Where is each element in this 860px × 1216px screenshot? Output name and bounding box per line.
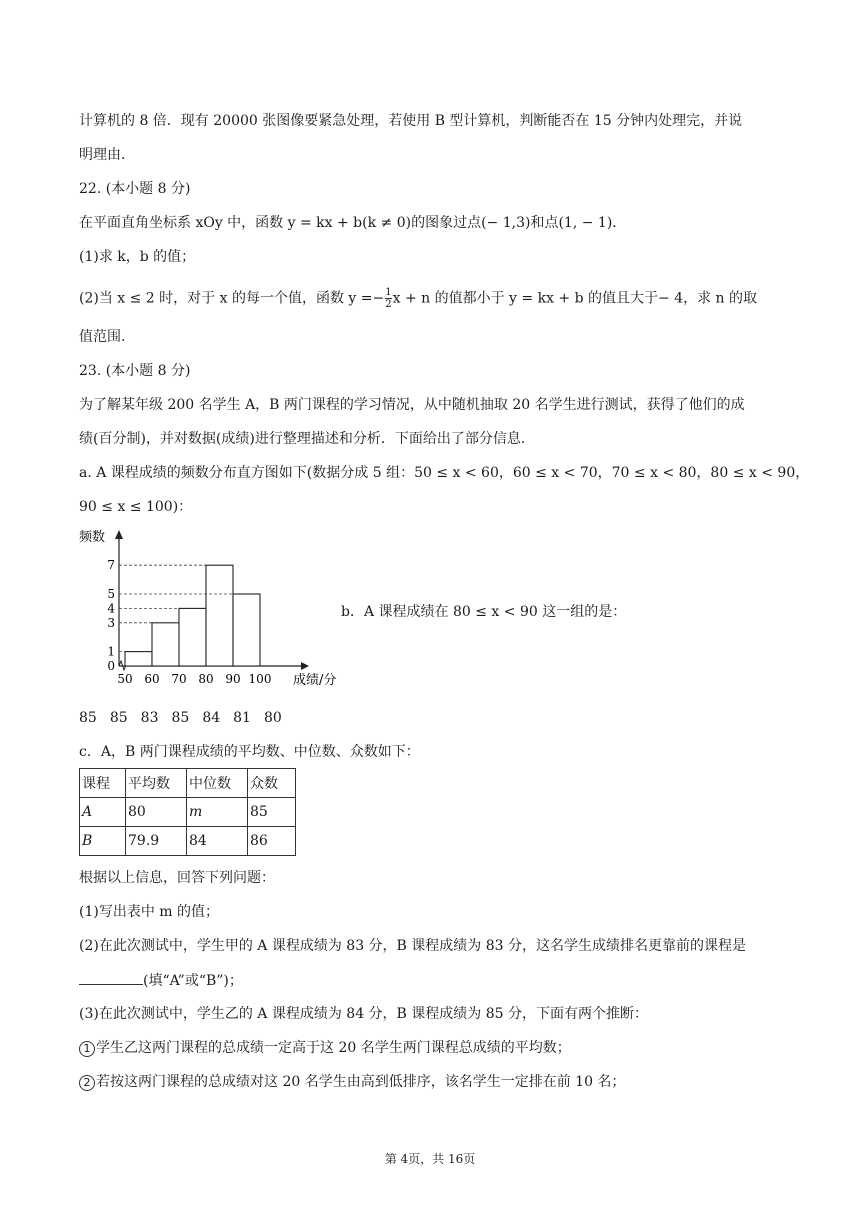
q23-info-b: b．A 课程成绩在 80 ≤ x < 90 这一组的是： (341, 604, 627, 620)
q22-part1: (1)求 k，b 的值； (79, 249, 196, 265)
scores-80-90-list (79, 708, 295, 728)
table-header-cell: 平均数 (126, 769, 187, 798)
histogram-bar (125, 652, 152, 666)
score-value: 80 (263, 710, 282, 726)
x-tick-label: 50 (117, 672, 133, 686)
table-cell: 86 (248, 827, 296, 856)
q23-part3: (3)在此次测试中，学生乙的 A 课程成绩为 84 分，B 课程成绩为 85 分，下面有两个推断： (79, 1006, 649, 1022)
q23-intro-line1: 为了解某年级 200 名学生 A，B 两门课程的学习情况，从中随机抽取 20 名学生进行测试，获得了他们的成 (79, 397, 745, 413)
score-value: 84 (202, 710, 221, 726)
histogram-bar (152, 623, 179, 666)
circled-number-1: 1 (79, 1041, 95, 1057)
table-cell: 80 (126, 798, 187, 827)
table-cell: B (80, 827, 126, 856)
q21-continuation-line1: 计算机的 8 倍．现有 20000 张图像要紧急处理，若使用 B 型计算机，判断能否在 15 分钟内处理完，并说 (79, 113, 743, 129)
table-header-row (80, 769, 296, 798)
score-value: 85 (79, 710, 97, 726)
q23-part1: (1)写出表中 m 的值； (79, 904, 220, 920)
y-tick-label: 1 (107, 644, 115, 659)
y-tick-label: 0 (107, 659, 115, 673)
q22-part2-a: (2)当 x ≤ 2 时，对于 x 的每一个值，函数 y =− (79, 290, 385, 307)
score-value: 81 (233, 710, 251, 726)
stats-table (79, 768, 296, 856)
histogram-bar (206, 565, 233, 666)
q22-part2 (79, 287, 757, 310)
q22-header: 22. (本小题 8 分) (79, 181, 191, 197)
table-cell: 79.9 (126, 827, 187, 856)
y-tick-label: 4 (107, 601, 115, 616)
table-header-cell: 课程 (80, 769, 126, 798)
table-header-cell: 众数 (248, 769, 296, 798)
score-value: 85 (171, 710, 190, 726)
inference-2 (79, 1072, 625, 1092)
table-cell: m (187, 798, 248, 827)
fraction-numerator: 1 (385, 287, 392, 298)
table-header-cell: 中位数 (187, 769, 248, 798)
q22-part2-b: x + n 的值都小于 y = kx + b 的值且大于− 4，求 n 的取 (392, 290, 758, 307)
x-tick-label: 90 (225, 672, 241, 686)
x-tick-label: 100 (248, 672, 272, 686)
page-footer: 第 4页，共 16页 (384, 1152, 476, 1166)
q21-continuation-line2: 明理由． (79, 147, 135, 163)
table-cell: 84 (187, 827, 248, 856)
x-tick-label: 60 (144, 672, 160, 686)
q22-part2-continuation: 值范围． (79, 329, 135, 345)
score-value: 83 (140, 710, 159, 726)
table-row (80, 798, 296, 827)
table-cell: A (80, 798, 126, 827)
q23-header: 23. (本小题 8 分) (79, 363, 191, 379)
histogram-bar (233, 594, 260, 666)
q23-intro-line2: 绩(百分制)，并对数据(成绩)进行整理描述和分析．下面给出了部分信息． (79, 431, 535, 447)
x-axis-label: 成绩/分 (293, 673, 337, 688)
circled-number-2: 2 (79, 1075, 95, 1091)
table-cell: 85 (248, 798, 296, 827)
q23-part2-line1: (2)在此次测试中，学生甲的 A 课程成绩为 83 分，B 课程成绩为 83 分，这名学生成绩排名更靠前的课程是 (79, 938, 747, 954)
answer-blank[interactable] (79, 970, 143, 985)
fraction-one-half (385, 287, 391, 310)
inference-1-text: 学生乙这两门课程的总成绩一定高于这 20 名学生两门课程总成绩的平均数； (96, 1040, 571, 1056)
q23-info-a-line2: 90 ≤ x ≤ 100)： (79, 499, 193, 515)
y-axis-arrow-icon (115, 530, 123, 539)
x-axis-arrow-icon (301, 662, 309, 670)
x-tick-label: 80 (198, 672, 214, 686)
y-axis-label: 频数 (79, 530, 106, 545)
inference-2-text: 若按这两门课程的总成绩对这 20 名学生由高到低排序，该名学生一定排在前 10 名； (96, 1074, 626, 1090)
y-tick-label: 3 (107, 615, 115, 630)
q23-prompt: 根据以上信息，回答下列问题： (79, 870, 275, 886)
inference-1 (79, 1038, 571, 1058)
fraction-denominator: 2 (385, 299, 392, 310)
table-row (80, 827, 296, 856)
frequency-histogram (79, 527, 349, 692)
q23-info-c: c．A，B 两门课程成绩的平均数、中位数、众数如下： (79, 744, 420, 760)
y-tick-label: 7 (107, 558, 115, 573)
y-tick-label: 5 (107, 587, 115, 601)
histogram-bar (179, 608, 206, 666)
q22-stem: 在平面直角坐标系 xOy 中，函数 y = kx + b(k ≠ 0)的图象过点(− 1,3)和点(1, − 1)． (79, 215, 627, 231)
q23-info-a-line1: a. A 课程成绩的频数分布直方图如下(数据分成 5 组：50 ≤ x < 60，60 ≤ x < 70，70 ≤ x < 80，80 ≤ x < 90， (79, 465, 810, 481)
q23-part2-fill-hint: (填“A”或“B”)； (143, 973, 243, 989)
q23-part2-line2 (79, 970, 243, 991)
score-value: 85 (109, 710, 128, 726)
x-tick-label: 70 (171, 672, 187, 686)
